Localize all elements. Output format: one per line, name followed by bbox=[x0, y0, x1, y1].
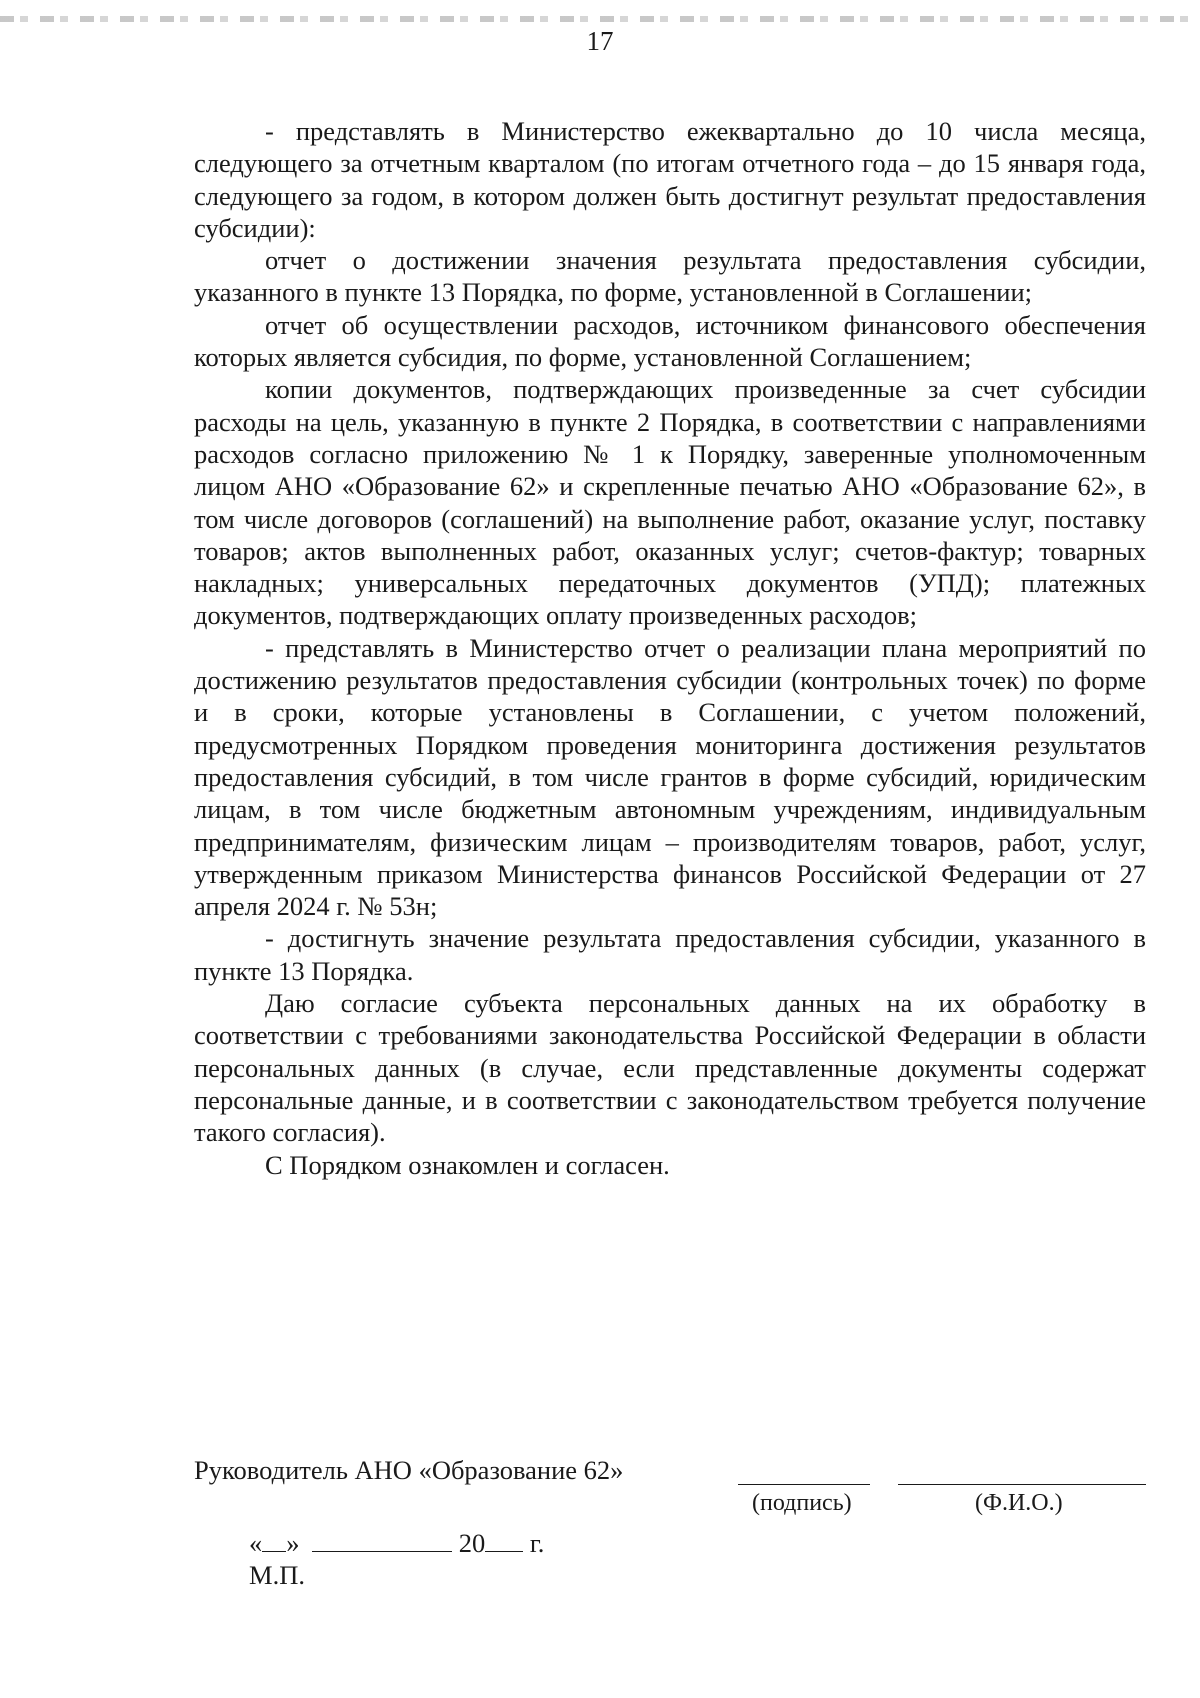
paragraph-expense-report: отчет об осуществлении расходов, источником финансового обеспечения которых является субсидия, по форме, установленной Соглашением; bbox=[194, 309, 1146, 373]
name-line bbox=[898, 1484, 1146, 1485]
paragraph-personal-data-consent: Даю согласие субъекта персональных данных на их обработку в соответствии с требованиями законодательства Российской Федерации в области персональных данных (в случае, если представленные документы содержат персональные данные, и в соответствии с законодательством требуется получение такого согласия). bbox=[194, 988, 1146, 1148]
scan-top-edge bbox=[0, 16, 1200, 22]
year-blank bbox=[485, 1529, 523, 1552]
year-prefix: 20 bbox=[458, 1528, 486, 1558]
stamp-place-label: М.П. bbox=[249, 1560, 305, 1590]
document-body bbox=[194, 115, 1146, 1181]
date-line bbox=[249, 1528, 544, 1559]
signature-line bbox=[738, 1484, 870, 1485]
date-close-quote: » bbox=[286, 1528, 300, 1558]
date-open-quote: « bbox=[249, 1528, 263, 1558]
signature-caption: (подпись) bbox=[752, 1490, 852, 1516]
year-suffix: г. bbox=[529, 1528, 545, 1558]
paragraph-result-report: отчет о достижении значения результата предоставления субсидии, указанного в пункте 13 Порядка, по форме, установленной в Соглашении; bbox=[194, 245, 1146, 308]
paragraph-document-copies: копии документов, подтверждающих произведенные за счет субсидии расходы на цель, указанную в пункте 2 Порядка, в соответствии с направлениями расходов согласно приложению № 1 к Порядку, заверенные уполномоченным лицом АНО «Образование 62» и скрепленные печатью АНО «Образование 62», в том числе договоров (соглашений) на выполнение работ, оказание услуг, поставку товаров; актов выполненных работ, оказанных услуг; счетов-фактур; товарных накладных; универсальных передаточных документов (УПД); платежных документов, подтверждающих оплату произведенных расходов; bbox=[194, 374, 1146, 631]
name-caption: (Ф.И.О.) bbox=[975, 1490, 1063, 1516]
paragraph-achieve-result: - достигнуть значение результата предоставления субсидии, указанного в пункте 13 Порядка. bbox=[194, 923, 1146, 986]
day-blank bbox=[262, 1529, 286, 1552]
paragraph-quarterly-report: - представлять в Министерство ежеквартально до 10 числа месяца, следующего за отчетным кварталом (по итогам отчетного года – до 15 января года, следующего за годом, в котором должен быть достигнут результат предоставления субсидии): bbox=[194, 116, 1146, 243]
paragraph-agreement: С Порядком ознакомлен и согласен. bbox=[265, 1149, 670, 1180]
page-number: 17 bbox=[586, 26, 614, 56]
paragraph-plan-report: - представлять в Министерство отчет о реализации плана мероприятий по достижению результатов предоставления субсидии (контрольных точек) по форме и в сроки, которые установлены в Соглашении, с учетом положений, предусмотренных Порядком проведения мониторинга достижения результатов предоставления субсидий, в том числе грантов в форме субсидий, юридическим лицам, в том числе бюджетным автономным учреждениям, индивидуальным предпринимателям, физическим лицам – производителям товаров, работ, услуг, утвержденным приказом Министерства финансов Российской Федерации от 27 апреля 2024 г. № 53н; bbox=[194, 632, 1146, 922]
month-blank bbox=[312, 1529, 452, 1552]
signature-position-label: Руководитель АНО «Образование 62» bbox=[194, 1455, 624, 1485]
